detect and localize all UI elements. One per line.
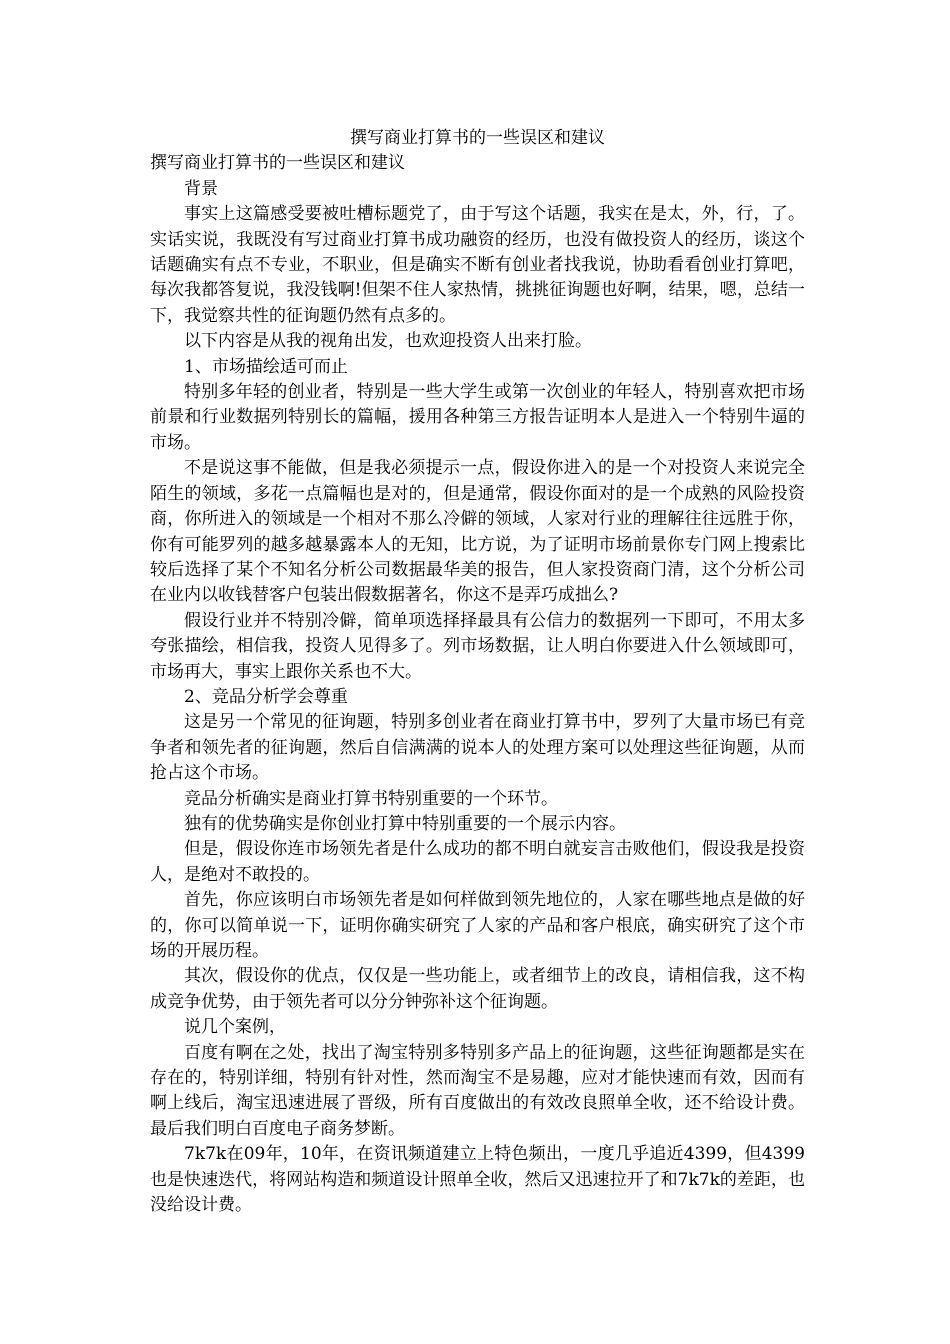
paragraph-competition-6: 其次，假设你的优点，仅仅是一些功能上，或者细节上的改良，请相信我，这不构成竞争优势，由于领先者可以分分钟弥补这个征询题。 [150,966,805,1012]
paragraph-competition-4: 但是，假设你连市场领先者是什么成功的都不明白就妄言击败他们，假设我是投资人，是绝对不敢投的。 [150,839,805,885]
paragraph-competition-2: 竞品分析确实是商业打算书特别重要的一个环节。 [184,788,558,809]
paragraph-competition-3: 独有的优势确实是你创业打算中特别重要的一个展示内容。 [184,813,626,834]
paragraph-competition-1: 这是另一个常见的征询题，特别多创业者在商业打算书中，罗列了大量市场已有竞争者和领先者的征询题，然后自信满满的说本人的处理方案可以处理这些征询题，从而抢占这个市场。 [150,712,805,784]
paragraph-intro: 事实上这篇感受要被吐槽标题党了，由于写这个话题，我实在是太，外，行，了。 实话实说，我既没有写过商业打算书成功融资的经历，也没有做投资人的经历，谈这个话题确实有点不专业，不职业，但是确实不断有创业者找我说，协助看看创业打算吧，每次我都答复说，我没钱啊!但架不住人家热情，挑挑征询题也好啊，结果，嗯，总结一下，我觉察共性的征询题仍然有点多的。 [150,204,805,326]
section-heading-market: 1、市场描绘适可而止 [184,356,348,377]
paragraph-case-7k7k: 7k7k在09年，10年，在资讯频道建立上特色频出，一度几乎追近4399，但4399也是快速迭代，将网站构造和频道设计照单全收，然后又迅速拉开了和7k7k的差距，也没给设计费。 [150,1144,805,1216]
paragraph-market-1: 特别多年轻的创业者，特别是一些大学生或第一次创业的年轻人，特别喜欢把市场前景和行业数据列特别长的篇幅，援用各种第三方报告证明本人是进入一个特别牛逼的市场。 [150,382,805,453]
section-heading-competition: 2、竞品分析学会尊重 [184,686,348,707]
paragraph-competition-5: 首先，你应该明白市场领先者是如何样做到领先地位的，人家在哪些地点是做的好的，你可以简单说一下，证明你确实研究了人家的产品和客户根底，确实研究了这个市场的开展历程。 [150,890,805,961]
document-title: 撰写商业打算书的一些误区和建议 [350,128,605,148]
document-subtitle: 撰写商业打算书的一些误区和建议 [150,153,405,174]
document-body [150,126,805,1218]
paragraph-cases-intro: 说几个案例， [184,1017,286,1038]
paragraph-market-3: 假设行业并不特别冷僻，简单项选择择最具有公信力的数据列一下即可，不用太多夸张描绘，相信我，投资人见得多了。列市场数据，让人明白你要进入什么领域即可，市场再大，事实上跟你关系也不大。 [150,610,805,682]
section-heading-background: 背景 [184,178,218,199]
paragraph-perspective: 以下内容是从我的视角出发，也欢迎投资人出来打脸。 [184,331,592,352]
paragraph-case-baidu: 百度有啊在之处，找出了淘宝特别多特别多产品上的征询题，这些征询题都是实在存在的，特别详细，特别有针对性，然而淘宝不是易趣，应对才能快速而有效，因而有啊上线后，淘宝迅速进展了晋级，所有百度做出的有效改良照单全收，还不给设计费。最后我们明白百度电子商务梦断。 [150,1042,805,1139]
paragraph-market-2: 不是说这事不能做，但是我必须提示一点，假设你进入的是一个对投资人来说完全陌生的领域，多花一点篇幅也是对的，但是通常，假设你面对的是一个成熟的风险投资商，你所进入的领域是一个相对不那么冷僻的领域，人家对行业的理解往往远胜于你，你有可能罗列的越多越暴露本人的无知，比方说，为了证明市场前景你专门网上搜索比较后选择了某个不知名分析公司数据最华美的报告，但人家投资商门清，这个分析公司在业内以收钱替客户包装出假数据著名，你这不是弄巧成拙么? [150,458,805,606]
